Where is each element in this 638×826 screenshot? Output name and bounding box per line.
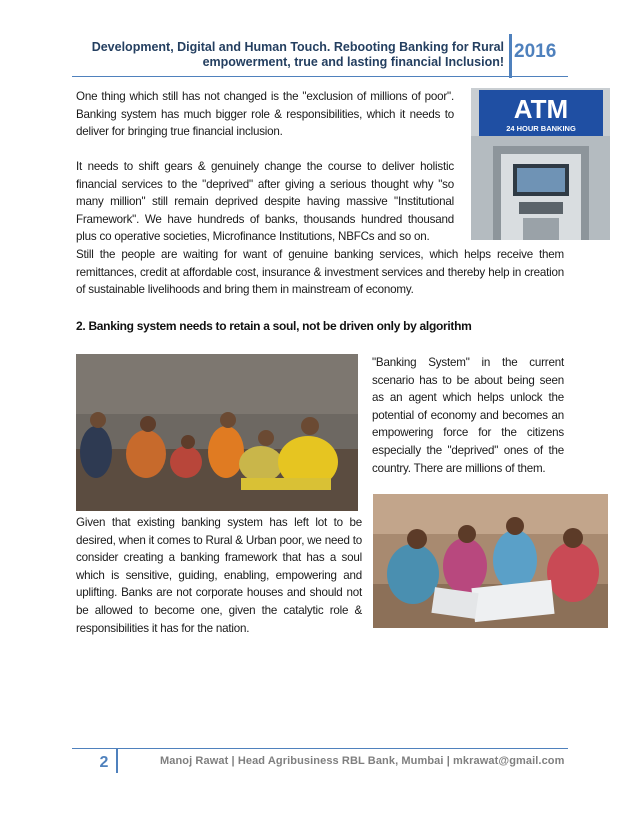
atm-sub-text: 24 HOUR BANKING [506,124,576,133]
women-field-photo [76,354,358,511]
paragraph-shift-gears: It needs to shift gears & genuinely change the course to deliver holistic financial services to the "deprived" after giving a serious thought why "so many million" still remain deprived despite having massive "Institutional Framework". We have hundreds of banks, thousands hundred thousand plus co operative societies, Microfinance Institutions, NBFCs and so on. [76,160,454,244]
document-title: Development, Digital and Human Touch. Rebooting Banking for Rural empowerment, true and lasting financial Inclusion! [91,40,504,69]
page-number: 2 [99,754,109,771]
paragraph-banking-system: "Banking System" in the current scenario has to be about being seen as an agent which helps unlock the potential of economy and becomes an empowering force for the citizens especially the "deprived" ones of the country. There are millions of them. [372,356,564,475]
women-meeting-photo [373,494,608,628]
document-year: 2016 [514,41,557,62]
atm-photo [471,88,610,240]
footer-divider [116,749,118,773]
paragraph-exclusion: One thing which still has not changed is the "exclusion of millions of poor". Banking system has much bigger role & responsibilities, which it needs to deliver for bringing true financial inclusion. [76,90,454,139]
atm-sign-text: ATM [513,94,569,124]
footer-rule [72,748,568,749]
section-heading: 2. Banking system needs to retain a soul, not be driven only by algorithm [76,319,472,333]
paragraph-waiting: Still the people are waiting for want of genuine banking services, which helps receive them remittances, credit at affordable cost, insurance & investment services and thereby help in creation of sustainable livelihoods and bring them in mainstream of economy. [76,248,564,297]
header-rule [72,76,568,77]
paragraph-soul: Given that existing banking system has left lot to be desired, when it comes to Rural & Urban poor, we need to consider creating a banking framework that has a soul which is sensitive, guiding, enabling, empowering and uplifting. Banks are not corporate houses and should not be allowed to become one, given the catalytic role & responsibilities it has for the nation. [76,516,362,635]
header-divider [509,34,512,78]
footer-author: Manoj Rawat | Head Agribusiness RBL Bank, Mumbai | mkrawat@gmail.com [160,755,565,767]
